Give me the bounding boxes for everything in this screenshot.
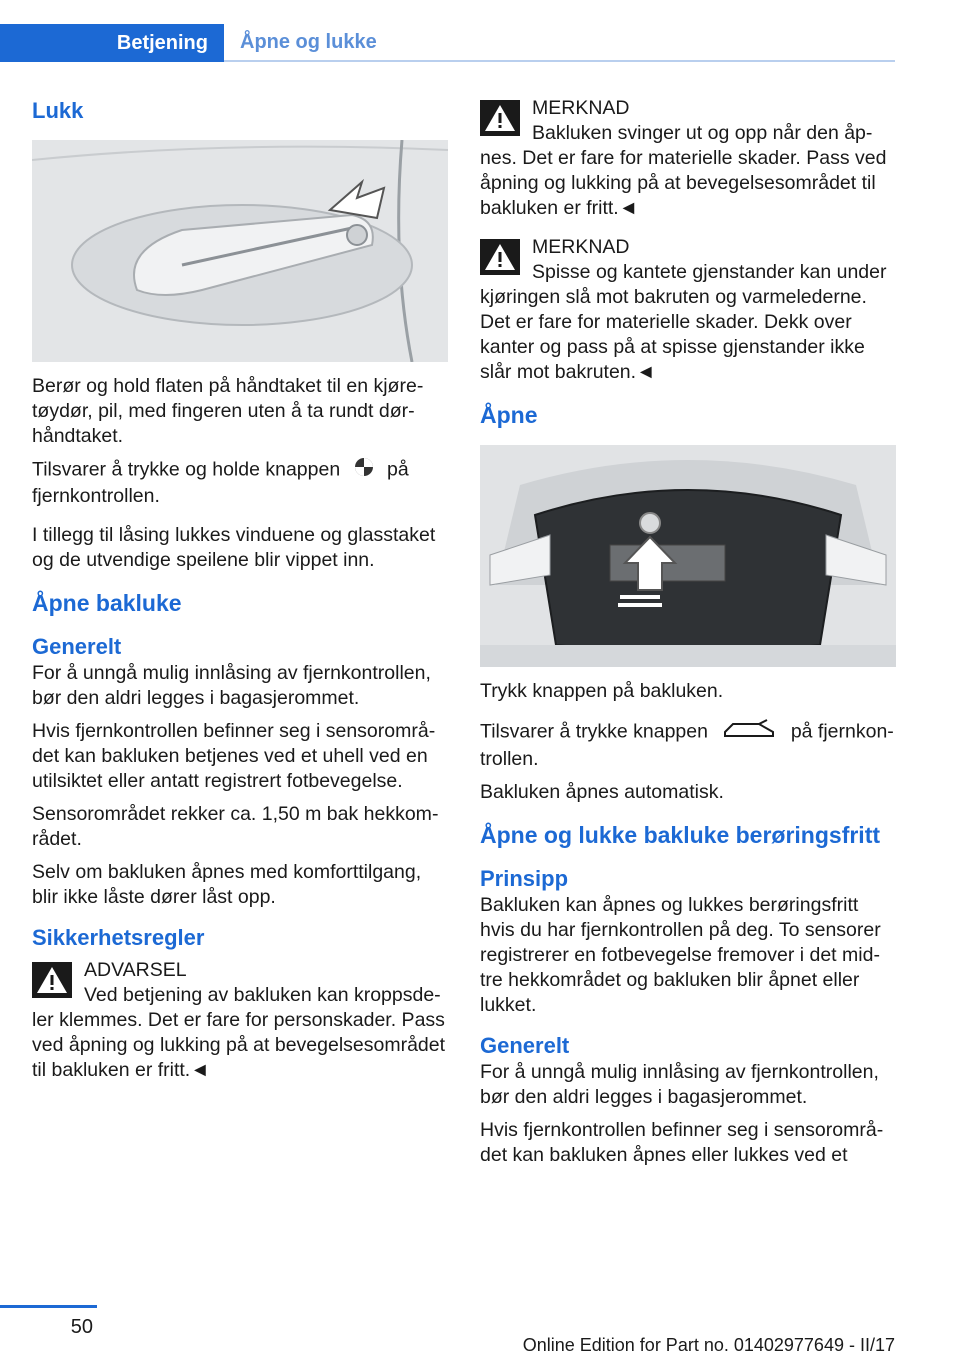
text-sensoromrade-right: Hvis fjernkontrollen befinner seg i sensorområdet kan bakluken åpnes eller lukkes ved et: [480, 1119, 884, 1166]
text-tilsvarer-knapp-right: [480, 718, 896, 772]
heading-aapne-bakluke: Åpne bakluke: [32, 590, 182, 616]
notice-1-text: Bakluken svinger ut og opp når den åpnes. Det er fare for materielle skader. Pass ved åpning og lukking på at bevegelsesområdet til bakluken er fritt.◄: [480, 122, 887, 219]
text-prinsipp: Bakluken kan åpnes og lukkes berøringsfritt hvis du har fjernkontrollen på deg. To sensorer registrerer en fotbevegelse fremover i det midtre hekkområdet og bakluken blir åpnet eller lukket.: [480, 894, 881, 1016]
notice-triangle-icon: [480, 100, 520, 136]
notice-2-title: MERKNAD: [532, 236, 630, 258]
tab-betjening[interactable]: Betjening: [0, 24, 224, 62]
text-trykk-knappen: Trykk knappen på bakluken.: [480, 680, 724, 702]
notice-2-text: Spisse og kantete gjenstander kan under kjøringen slå mot bakruten og varmelederne. Det er fare for materielle skader. Dekk over kanter og pass på at spisse gjenstander ikke slår mot bakruten.◄: [480, 261, 887, 383]
warning-triangle-icon: [32, 962, 72, 998]
heading-aapne: Åpne: [480, 402, 538, 428]
text-berør-hold: Berør og hold flaten på håndtaket til en kjøretøydør, pil, med fingeren uten å ta rundt dørhåndtaket.: [32, 375, 424, 447]
notice-1-title: MERKNAD: [532, 97, 630, 119]
warning-block: [32, 958, 448, 1083]
footer-divider: [0, 1305, 97, 1308]
door-handle-illustration: [32, 140, 448, 362]
text-unnga-innlasing-right: For å unngå mulig innlåsing av fjernkontrollen, bør den aldri legges i bagasjerommet.: [480, 1061, 879, 1108]
text-tilsvarer-knapp: [32, 457, 448, 509]
edition-info: Online Edition for Part no. 01402977649 - II/17: [522, 1335, 895, 1355]
text-i-tillegg: I tillegg til låsing lukkes vinduene og glasstaket og de utvendige speilene blir vippet inn.: [32, 524, 436, 571]
text-tilsvarer-part1: Tilsvarer å trykke og holde knappen: [32, 458, 341, 481]
text-tilsvarer-part2: på fjernkontrollen.: [32, 458, 409, 507]
text-tilsvarer-right-part2: på fjernkontrollen.: [480, 720, 894, 770]
text-unnga-innlasing: For å unngå mulig innlåsing av fjernkontrollen, bør den aldri legges i bagasjerommet.: [32, 662, 431, 709]
warning-title: ADVARSEL: [84, 959, 187, 981]
remote-lock-button-icon: [354, 457, 374, 484]
notice-block-2: [480, 235, 896, 385]
heading-generelt: Generelt: [32, 634, 122, 659]
heading-generelt-right: Generelt: [480, 1033, 570, 1058]
text-apnes-automatisk: Bakluken åpnes automatisk.: [480, 781, 724, 803]
left-column: [32, 96, 448, 1097]
warning-text: Ved betjening av bakluken kan kroppsdeler klemmes. Det er fare for personskader. Pass ved åpning og lukking på at bevegelsesområdet til bakluken er fritt.◄: [32, 984, 446, 1081]
text-tilsvarer-right-part1: Tilsvarer å trykke knappen: [480, 720, 708, 743]
text-sensoromrade-uhell: Hvis fjernkontrollen befinner seg i sensorområdet kan bakluken betjenes ved et uhell ved en utilsiktet eller antatt registrert fotbevegelse.: [32, 720, 436, 792]
notice-block-1: [480, 96, 896, 221]
tab-aapne-og-lukke[interactable]: Åpne og lukke: [224, 24, 895, 62]
header-tabs: [0, 24, 895, 62]
remote-tailgate-button-icon: [721, 718, 777, 747]
heading-sikkerhetsregler: Sikkerhetsregler: [32, 925, 205, 950]
heading-beroringsfritt: Åpne og lukke bakluke berøringsfritt: [480, 822, 881, 848]
page-number: 50: [70, 1316, 93, 1338]
notice-triangle-icon: [480, 239, 520, 275]
heading-lukk: Lukk: [32, 98, 84, 123]
tailgate-illustration: [480, 445, 896, 667]
heading-prinsipp: Prinsipp: [480, 866, 569, 891]
right-column: [480, 96, 896, 1176]
text-sensoromrade-rekker: Sensorområdet rekker ca. 1,50 m bak hekkområdet.: [32, 803, 439, 850]
text-komforttilgang: Selv om bakluken åpnes med komforttilgang, blir ikke låste dører låst opp.: [32, 861, 422, 908]
